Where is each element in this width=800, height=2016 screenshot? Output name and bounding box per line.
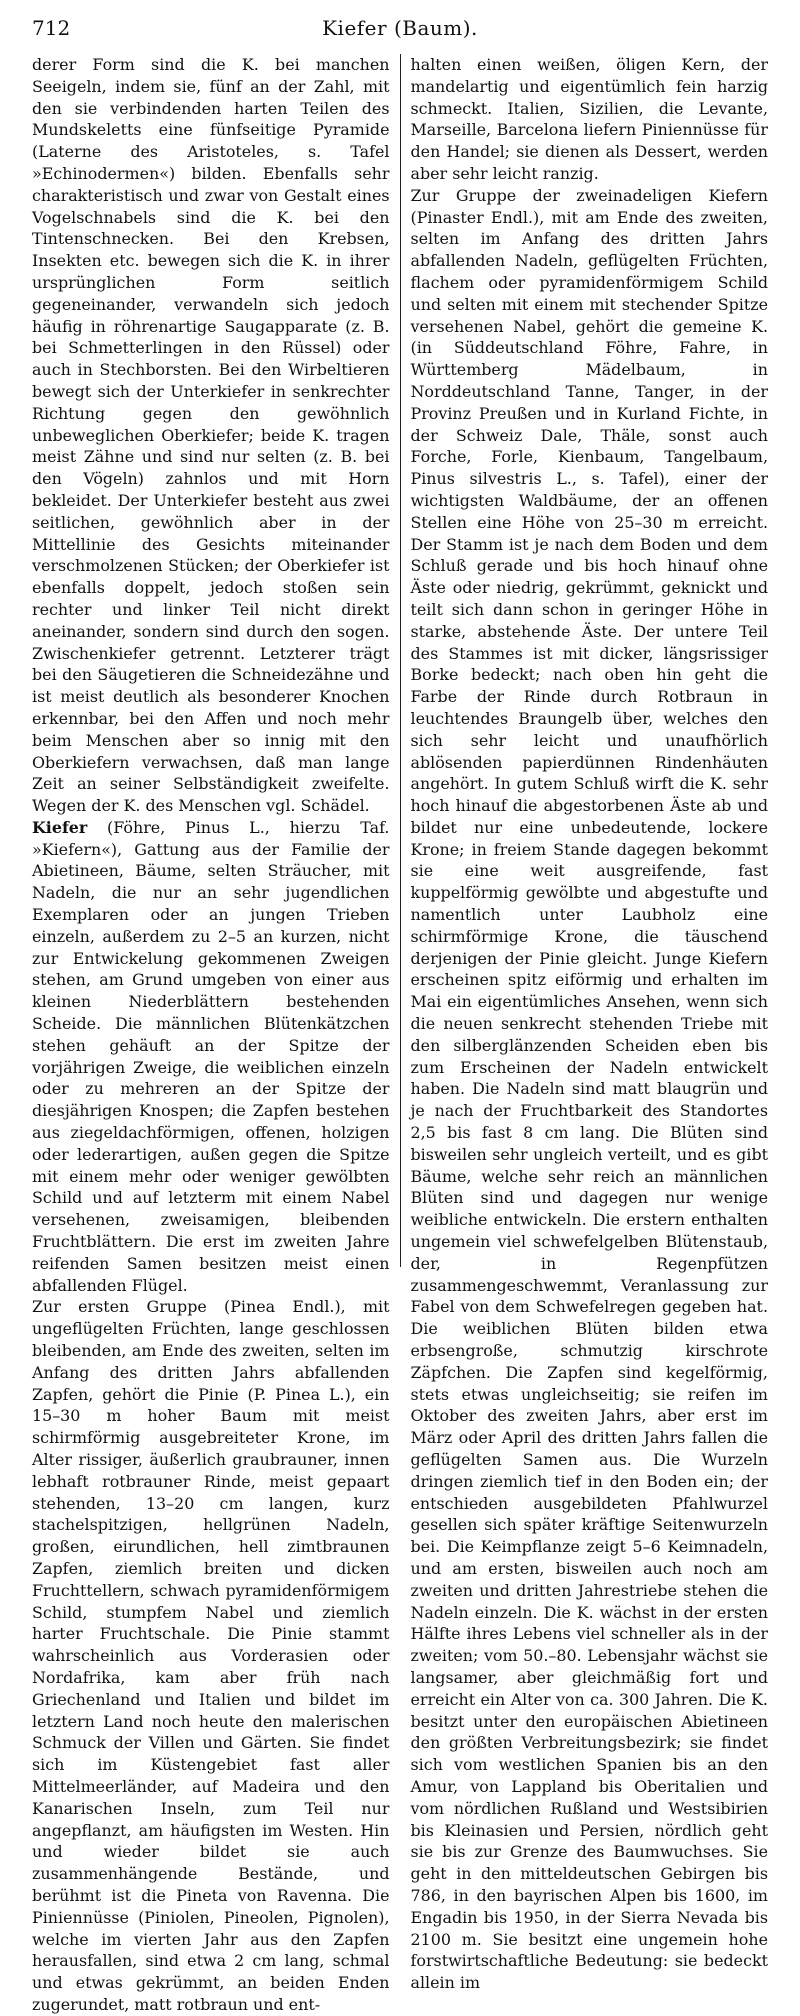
right-column (400, 54, 769, 1993)
running-head: Kiefer (Baum). (322, 16, 478, 40)
left-column (32, 54, 400, 2014)
paragraph-kiefer-tree (32, 817, 390, 1297)
paragraph-pinie: Zur ersten Gruppe (Pinea Endl.), mit ungeflügelten Früchten, lange geschlossen bleibenden, am Ende des zweiten, selten im Anfang des dritten Jahrs abfallenden Zapfen, gehört die Pinie (P. Pinea L.), ein 15–30 m hoher Baum mit meist schirmförmig ausgebreiteter Krone, im Alter rissiger, äußerlich graubrauner, innen lebhaft rotbrauner Rinde, meist gepaart stehenden, 13–20 cm langen, kurz stachelspitzigen, hellgrünen Nadeln, großen, eirundlichen, hell zimtbraunen Zapfen, ziemlich breiten und dicken Fruchttellern, schwach pyramidenförmigem Schild, stumpfem Nabel und ziemlich harter Fruchtschale. Die Pinie stammt wahrscheinlich aus Vorderasien oder Nordafrika, kam aber früh nach Griechenland und Italien und bildet im letztern Land noch heute den malerischen Schmuck der Villen und Gärten. Sie findet sich im Küstengebiet fast aller Mittelmeerländer, auf Madeira und den Kanarischen Inseln, zum Teil nur angepflanzt, am häufigsten im Westen. Hin und wieder bildet sie auch zusammenhängende Bestände, und berühmt ist die Pineta von Ravenna. Die Piniennüsse (Piniolen, Pineolen, Pignolen), welche im vierten Jahr aus den Zapfen herausfallen, sind etwa 2 cm lang, schmal und etwas gekrümmt, an beiden Enden zugerundet, matt rotbraun und ent- (32, 1297, 390, 2014)
page-header (32, 12, 768, 46)
paragraph-gemeine-kiefer: Zur Gruppe der zweinadeligen Kiefern (Pinaster Endl.), mit am Ende des zweiten, selten im Anfang des dritten Jahrs abfallenden Nadeln, geflügelten Früchten, flachem oder pyramidenförmigem Schild und selten mit einem mit stechender Spitze versehenen Nabel, gehört die gemeine K. (in Süddeutschland Föhre, Fahre, in Württemberg Mädelbaum, in Norddeutschland Tanne, Tanger, in der Provinz Preußen und in Kurland Fichte, in der Schweiz Dale, Thäle, sonst auch Forche, Forle, Kienbaum, Tangelbaum, Pinus silvestris L., s. Tafel), einer der wichtigsten Waldbäume, der an offenen Stellen eine Höhe von 25–30 m erreicht. Der Stamm ist je nach dem Boden und dem Schluß gerade und bis hoch hinauf ohne Äste oder niedrig, gekrümmt, geknickt und teilt sich dann schon in geringer Höhe in starke, abstehende Äste. Der untere Teil des Stammes ist mit dicker, längsrissiger Borke bedeckt; nach oben hin geht die Farbe der Rinde durch Rotbraun in leuchtendes Braungelb über, welches den sich sehr leicht und unaufhörlich ablösenden papierdünnen Rindenhäuten angehört. In gutem Schluß wirft die K. sehr hoch hinauf die abgestorbenen Äste ab und bildet nur eine unbedeutende, lockere Krone; in freiem Stande dagegen bekommt sie eine weit ausgreifende, fast kuppelförmig gewölbte und abgestufte und namentlich unter Laubholz eine schirmförmige Krone, die täuschend derjenigen der Pinie gleicht. Junge Kiefern erscheinen spitz eiförmig und erhalten im Mai ein eigentümliches Ansehen, wenn sich die neuen senkrecht stehenden Triebe mit den silberglänzenden Scheiden eben bis zum Erscheinen der Nadeln entwickelt haben. Die Nadeln sind matt blaugrün und je nach der Fruchtbarkeit des Standortes 2,5 bis fast 8 cm lang. Die Blüten sind bisweilen sehr ungleich verteilt, und es gibt Bäume, welche sehr reich an männlichen Blüten sind und dagegen nur wenige weibliche entwickeln. Die erstern enthalten ungemein viel schwefelgelben Blütenstaub, der, in Regenpfützen zusammengeschwemmt, Veranlassung zur Fabel von dem Schwefelregen gegeben hat. Die weiblichen Blüten bilden etwa erbsengroße, schmutzig kirschrote Zäpfchen. Die Zapfen sind kegelförmig, stets etwas ungleichseitig; sie reifen im Oktober des zweiten Jahrs, aber erst im März oder April des dritten Jahrs fallen die geflügelten Samen aus. Die Wurzeln dringen ziemlich tief in den Boden ein; der entschieden ausgebildeten Pfahlwurzel gesellen sich später kräftige Seitenwurzeln bei. Die Keimpflanze zeigt 5–6 Keimnadeln, und am ersten, bisweilen auch noch am zweiten und dritten Jahrestriebe stehen die Nadeln einzeln. Die K. wächst in der ersten Hälfte ihres Lebens viel schneller als in der zweiten; vom 50.–80. Lebensjahr wächst sie langsamer, aber gleichmäßig fort und erreicht ein Alter von ca. 300 Jahren. Die K. besitzt unter den europäischen Abietineen den größten Verbreitungsbezirk; sie findet sich vom westlichen Spanien bis an den Amur, von Lappland bis Oberitalien und vom nördlichen Rußland und Westsibirien bis Kleinasien und Persien, nördlich geht sie bis zur Grenze des Baumwuchses. Sie geht in den mitteldeutschen Gebirgen bis 786, in den bayrischen Alpen bis 1600, im Engadin bis 1950, in der Sierra Nevada bis 2100 m. Sie besitzt eine ungemein hohe forstwirtschaftliche Bedeutung: sie bedeckt allein im (410, 185, 768, 1993)
entry-body: (Föhre, Pinus L., hierzu Taf. »Kiefern«), Gattung aus der Familie der Abietineen, Bäume, selten Sträucher, mit Nadeln, die nur an sehr jugendlichen Exemplaren oder an jungen Trieben einzeln, außerdem zu 2–5 an kurzen, nicht zur Entwickelung gekommenen Zweigen stehen, am Grund umgeben von einer aus kleinen Niederblättern bestehenden Scheide. Die männlichen Blütenkätzchen stehen gehäuft an der Spitze der vorjährigen Zweige, die weiblichen einzeln oder zu mehreren an der Spitze der diesjährigen Knospen; die Zapfen bestehen aus ziegeldachförmigen, offenen, holzigen oder lederartigen, außen gegen die Spitze mit einem mehr oder weniger gewölbten Schild und auf letzterm mit einem Nabel versehenen, zweisamigen, bleibenden Fruchtblättern. Die erst im zweiten Jahre reifenden Samen besitzen meist einen abfallenden Flügel. (32, 817, 390, 1295)
page-number: 712 (32, 16, 71, 40)
entry-headword: Kiefer (32, 817, 88, 837)
paragraph-kiefer-jaw: derer Form sind die K. bei manchen Seeigeln, indem sie, fünf an der Zahl, mit den sie verbindenden harten Teilen des Mundskeletts eine fünfseitige Pyramide (Laterne des Aristoteles, s. Tafel »Echinodermen«) bilden. Ebenfalls sehr charakteristisch und zwar von Gestalt eines Vogelschnabels sind die K. bei den Tintenschnecken. Bei den Krebsen, Insekten etc. bewegen sich die K. in ihrer ursprünglichen Form seitlich gegeneinander, verwandeln sich jedoch häufig in röhrenartige Saugapparate (z. B. bei Schmetterlingen in den Rüssel) oder auch in Stechborsten. Bei den Wirbeltieren bewegt sich der Unterkiefer in senkrechter Richtung gegen den gewöhnlich unbeweglichen Oberkiefer; beide K. tragen meist Zähne und sind nur selten (z. B. bei den Vögeln) zahnlos und mit Horn bekleidet. Der Unterkiefer besteht aus zwei seitlichen, gewöhnlich aber in der Mittellinie des Gesichts miteinander verschmolzenen Stücken; der Oberkiefer ist ebenfalls doppelt, jedoch stoßen sein rechter und linker Teil nicht direkt aneinander, sondern sind durch den sogen. Zwischenkiefer getrennt. Letzterer trägt bei den Säugetieren die Schneidezähne und ist meist deutlich als besonderer Knochen erkennbar, bei den Affen und noch mehr beim Menschen aber so innig mit den Oberkiefern verwachsen, daß man lange Zeit an seiner Selbständigkeit zweifelte. Wegen der K. des Menschen vgl. Schädel. (32, 55, 390, 816)
paragraph-piniennuesse: halten einen weißen, öligen Kern, der mandelartig und eigentümlich fein harzig schmeckt. Italien, Sizilien, die Levante, Marseille, Barcelona liefern Piniennüsse für den Handel; sie dienen als Dessert, werden aber sehr leicht ranzig. (410, 55, 768, 183)
text-columns (32, 54, 768, 2014)
